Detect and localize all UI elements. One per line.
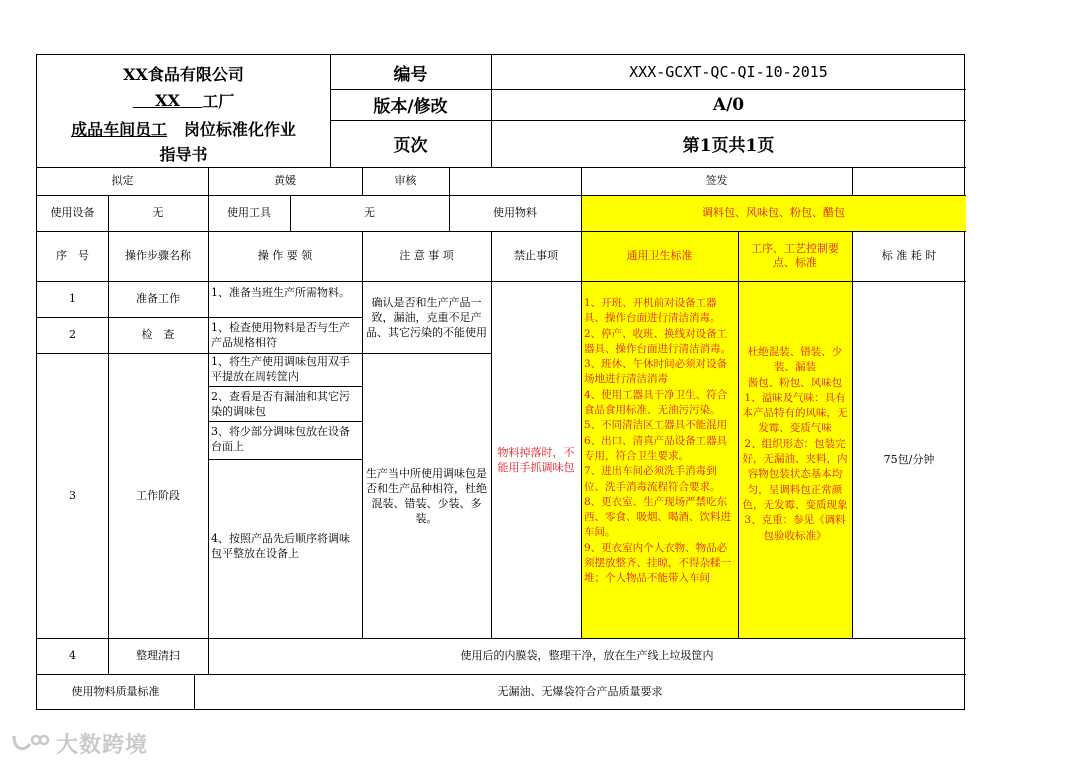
row4-content: 使用后的内膜袋，整理干净，放在生产线上垃圾筐内 bbox=[460, 649, 714, 662]
col-notes: 注 意 事 项 bbox=[399, 249, 454, 262]
row2-step: 检 查 bbox=[141, 328, 175, 341]
col-process: 工序、工艺控制要点、标准 bbox=[738, 231, 852, 281]
row3-step: 工作阶段 bbox=[136, 488, 180, 502]
equipment-label: 使用设备 bbox=[50, 206, 95, 219]
code-value: XXX-GCXT-QC-QI-10-2015 bbox=[629, 63, 828, 81]
hygiene-item: 9、更衣室内个人衣物、物品必须摆放整齐、挂晾，不得杂糅一堆；个人物品不能带入车间 bbox=[584, 541, 731, 585]
forbidden-content: 物料掉落时，不能用手抓调味包 bbox=[497, 445, 575, 474]
col-hygiene: 通用卫生标准 bbox=[581, 231, 738, 281]
doc-title-line1 bbox=[37, 117, 330, 139]
watermark-logo-icon bbox=[10, 732, 50, 756]
row2-seq: 2 bbox=[69, 328, 76, 341]
row3-notes: 生产当中所使用调味包是否和生产品种相符，杜绝混装、错装、少装、多装。 bbox=[366, 466, 487, 525]
company-name: XX食品有限公司 bbox=[123, 64, 244, 84]
equipment-value: 无 bbox=[152, 206, 164, 219]
page-value: 第1页共1页 bbox=[682, 136, 775, 156]
materials-value: 调料包、风味包、粉包、醋包 bbox=[581, 195, 966, 231]
col-forbidden: 禁止事项 bbox=[514, 249, 558, 262]
draft-label: 拟定 bbox=[111, 174, 134, 187]
hygiene-item: 6、出口、清真产品设备工器具专用，符合卫生要求。 bbox=[584, 434, 728, 462]
time-value: 75包/分钟 bbox=[883, 452, 935, 466]
process-item: 3、克重：参见《调料包验收标准》 bbox=[744, 514, 846, 542]
sop-document bbox=[36, 54, 965, 710]
hygiene-item: 7、进出车间必须洗手消毒到位、洗手消毒流程符合要求。 bbox=[584, 465, 721, 493]
row3-key2: 2、查看是否有漏油和其它污染的调味包 bbox=[211, 390, 350, 418]
hygiene-item: 5、不同清洁区工器具不能混用 bbox=[584, 419, 728, 432]
watermark bbox=[10, 728, 148, 759]
col-time: 标 准 耗 时 bbox=[881, 249, 937, 262]
doc-title: 岗位标准化作业 bbox=[183, 119, 296, 139]
factory-name: XX bbox=[155, 90, 180, 110]
process-item: 2、组织形态：包装完好，无漏油、夹料，内容物包装状态基本均匀，呈调料包正常颜色，无发霉、变质现象 bbox=[742, 437, 848, 511]
hygiene-content bbox=[581, 281, 738, 638]
row1-step: 准备工作 bbox=[136, 292, 180, 305]
factory-line bbox=[37, 89, 330, 111]
materials-label: 使用物料 bbox=[493, 206, 537, 219]
row3-key1: 1、将生产使用调味包用双手平提放在周转筐内 bbox=[211, 355, 350, 383]
col-key: 操 作 要 领 bbox=[257, 249, 313, 262]
row1-key: 1、准备当班生产所需物料。 bbox=[211, 286, 350, 299]
hygiene-item: 2、停产、收班、换线对设备工器具、操作台面进行清洁消毒。 bbox=[584, 327, 731, 355]
hygiene-item: 4、使用工器具干净卫生、符合食品食用标准、无油污污染。 bbox=[584, 388, 728, 417]
hygiene-item: 1、开班、开机前对设备工器具、操作台面进行清洁消毒。 bbox=[584, 297, 721, 325]
quality-content: 无漏油、无爆袋符合产品质量要求 bbox=[497, 684, 663, 698]
row1-seq: 1 bbox=[69, 292, 76, 305]
quality-label: 使用物料质量标准 bbox=[71, 684, 160, 698]
process-content bbox=[738, 281, 852, 638]
code-label: 编号 bbox=[393, 64, 428, 85]
version-value: A/0 bbox=[712, 94, 745, 115]
factory-suffix: 工厂 bbox=[202, 91, 235, 111]
tools-label: 使用工具 bbox=[227, 206, 271, 219]
sign-value bbox=[852, 167, 966, 195]
col-step: 操作步骤名称 bbox=[125, 249, 191, 262]
row3-key4: 4、按照产品先后顺序将调味包平整放在设备上 bbox=[211, 532, 350, 560]
sign-label: 签发 bbox=[705, 174, 728, 187]
row3-seq: 3 bbox=[69, 488, 76, 502]
dept-name: 成品车间员工 bbox=[71, 119, 168, 139]
review-value bbox=[449, 167, 581, 195]
row3-key3: 3、将少部分调味包放在设备台面上 bbox=[211, 425, 350, 453]
draft-value: 黄媛 bbox=[274, 174, 296, 187]
hygiene-item: 8、更衣室、生产现场严禁吃东西、零食、吸烟、喝酒、饮料进车间。 bbox=[584, 495, 731, 539]
review-label: 审核 bbox=[394, 174, 417, 187]
row2-key: 1、检查使用物料是否与生产产品规格相符 bbox=[211, 321, 350, 349]
process-item: 酱包、粉包、风味包1、溢味及气味：具有本产品特有的风味，无发霉、变质气味 bbox=[742, 376, 848, 435]
process-item: 杜绝混装、错装、少装、漏装 bbox=[747, 346, 843, 374]
watermark-text: 大数跨境 bbox=[56, 733, 149, 758]
doc-title-line2: 指导书 bbox=[159, 144, 208, 164]
page-label: 页次 bbox=[393, 136, 428, 156]
row4-seq: 4 bbox=[69, 649, 76, 662]
tools-value: 无 bbox=[364, 206, 375, 219]
col-seq: 序 号 bbox=[56, 249, 89, 262]
row4-step: 整理清扫 bbox=[136, 649, 180, 662]
row12-notes: 确认是否和生产产品一致，漏油，克重不足产品、其它污染的不能使用 bbox=[366, 295, 487, 339]
version-label: 版本/修改 bbox=[373, 97, 448, 117]
hygiene-item: 3、班休、午休时间必须对设备场地进行清洁消毒 bbox=[584, 358, 728, 386]
